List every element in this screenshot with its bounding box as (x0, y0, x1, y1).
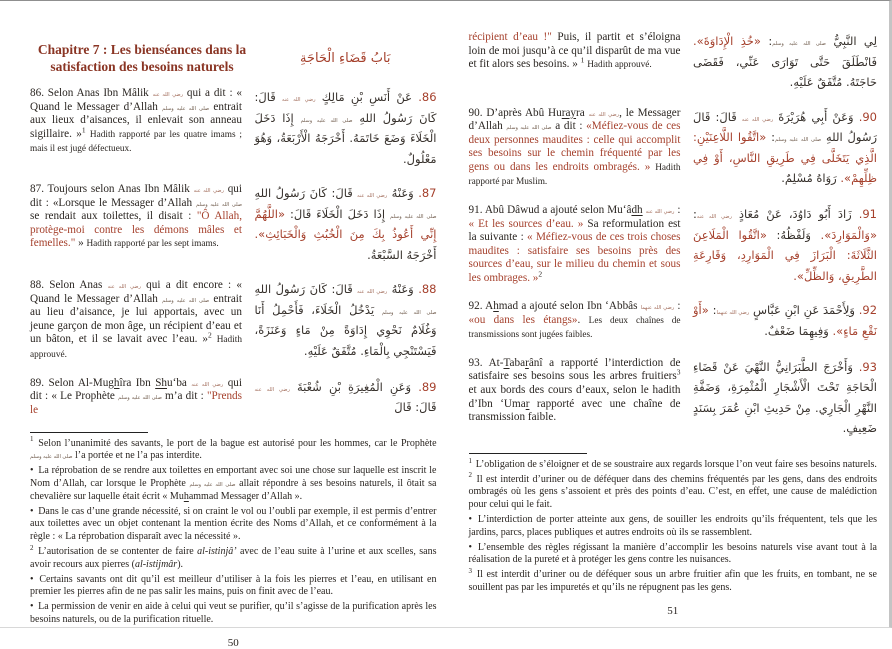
hadith-arabic-text (693, 300, 877, 341)
text-segment: avec de l’eau suite à l’urine et aux scelles, sans avoir recours aux pierres ( (30, 545, 437, 570)
text-segment: يَدْخُلُ الْخَلَاءَ، فَأَحْمِلُ أَنَا وَغُلَامٌ نَحْوِي إِدَاوَةً مِنْ مَاءٍ وَعَنَزَةً، فَيَسْتَنْجِي بِالْمَاءِ. مُتَّفَقٌ عَلَيْهِ. (254, 302, 437, 358)
footnote-item (30, 435, 437, 464)
text-segment: : (708, 303, 717, 318)
text-segment: L’obligation de s’éloigner et de se soustraire aux regards lorsque l’on veut faire ses besoins naturels. (475, 458, 877, 470)
footnote-rule (469, 453, 587, 454)
quote-text: «ou dans les étangs» (468, 313, 578, 326)
footnote-ref: 3 (676, 367, 681, 377)
footnote-marker: 3 (468, 566, 475, 575)
hadith-french-text (30, 87, 242, 157)
text-segment: Puis, il partit et s’éloigna loin de moi jusqu’à ce qu’il disparût de ma vue et fit alors ses besoins. » (468, 31, 681, 71)
hadith-item (469, 31, 878, 93)
text-segment: Certains savants ont dit qu’il est meilleur d’utiliser à la fois les pierres et l’eau, en utilisant en premier les pierres afin de ne pas salir les mains, puis on finit avec de l’eau. (30, 573, 437, 598)
chapter-header (30, 41, 437, 75)
hadith-number: 93. (858, 359, 877, 374)
hadith-item (30, 279, 437, 363)
text-segment: أَخْرَجَهُ السَّبْعَةُ. (367, 247, 437, 262)
quote-text: «اللَّهُمَّ إِنِّي أَعُوذُ بِكَ مِنَ الْخُبُثِ وَالْخَبَائِثِ». (254, 206, 437, 241)
hadith-item (469, 204, 878, 286)
saws-mark-icon: صلى الله عليه وسلم (381, 309, 437, 316)
companion-mark-icon: رضي الله عنه (107, 284, 141, 290)
companion-mark-icon: رضي الله عنهما (640, 305, 675, 312)
text-segment: وَعَنْ أَبِي هُرَيْرَةَ (773, 109, 859, 124)
hadith-source-text: Hadith rapporté par les quatre imams ; mais il est jugé défectueux. (30, 129, 242, 155)
text-segment: gh (108, 376, 120, 389)
hadith-arabic-text (693, 107, 877, 189)
chapter-title: Chapitre 7 : Les bienséances dans la satisfaction des besoins naturels (37, 42, 247, 74)
quote-text: «أَوْ نَقْعِ مَاءٍ». (693, 303, 877, 338)
text-segment: قَالَ: كَانَ رَسُولُ اللهِ (254, 90, 437, 125)
text-segment: et aux bords des cours d’eaux, selon le hadith d’Ibn ‘Uma (468, 384, 681, 410)
hadith-french-text (469, 357, 681, 425)
hadith-number: 88. (418, 282, 437, 296)
footnote-ref: 1 (81, 125, 86, 135)
text-segment: , le Messager d’Allah (468, 106, 681, 133)
hadith-arabic-text (255, 87, 437, 169)
text-segment: La réprobation de se rendre aux toilettes en emportant avec soi une chose sur laquelle est inscrit le Nom d’Allah, car lorsque le Prophète (30, 465, 437, 489)
footnote-list (468, 456, 878, 595)
text-segment: entrait au lieu d’aisance, je lui apportais, avec un jeune garçon de mon âge, un récipient d’eau et un bâton, et il se lavait avec l’eau. » (30, 292, 242, 346)
saws-mark-icon: صلى الله عليه وسلم (162, 105, 210, 112)
companion-mark-icon: رضي الله عنه (645, 209, 675, 216)
text-segment: r (525, 356, 529, 369)
hadith-french-text (469, 204, 681, 286)
footnote-list (30, 435, 437, 627)
footnote-ref: 1 (580, 55, 585, 65)
companion-mark-icon: رضي الله عنه (357, 193, 388, 199)
hadith-number: 87. (418, 186, 437, 200)
saws-mark-icon: صلى الله عليه وسلم (772, 41, 826, 47)
hadith-source-text: Hadith rapporté par Muslim. (468, 162, 681, 188)
companion-mark-icon: رضي الله عنه (588, 111, 620, 118)
text-segment: وَعَنِ الْمُغِيرَةِ بْنِ شُعْبَةَ (289, 379, 419, 394)
page-51 (445, 1, 890, 627)
quote-text: "Prends le (30, 390, 243, 416)
text-segment: إِذَا دَخَلَ الْخَلَاءَ وَضَعَ خَاتَمَهُ. أَخْرَجَهُ الْأَرْبَعَةُ، وَهُوَ مَعْلُولٌ. (254, 110, 437, 166)
companion-mark-icon: رضي الله عنه (741, 116, 774, 123)
quote-text: « Méfiez-vous de ces trois choses maudites : satisfaire ses besoins près des sources d’eau, sur le milieu du chemin et sous les ombrages. » (468, 231, 681, 285)
text-segment: qui dit : «Lorsque le Messager d’Allah (30, 183, 242, 209)
hadith-source-text: Hadith rapporté par les sept imams. (86, 239, 219, 250)
text-segment: قَالَ: كَانَ رَسُولُ اللهِ (254, 282, 358, 296)
footnote-rule (30, 432, 148, 433)
text-segment: وَأَخْرَجَ الطَّبَرَانِيُّ النَّهْيَ عَنْ قَضَاءِ الْحَاجَةِ تَحْتَ الْأَشْجَارِ الْمُثْمِرَةِ، وَضَفَّةِ النَّهْرِ الْجَارِي. مِنْ حَدِيثِ ابْنِ عُمَرَ بِسَنَدٍ ضَعِيفٍ. (693, 359, 877, 436)
text-segment: وَفِيهِمَا ضَعْفٌ. (764, 323, 833, 338)
footnotes-section (30, 432, 437, 629)
text-segment: وَعَنْهُ (387, 282, 419, 296)
text-segment: qui a dit : « Quand le Messager d’Allah (30, 87, 242, 113)
bullet-icon: • (30, 465, 37, 477)
hadith-arabic-text (693, 357, 877, 439)
text-segment: La permission de venir en aide à celui qui veut se purifier, qu’il s’agisse de la purification après les besoins naturels, ou de la purification rituelle. (30, 601, 437, 625)
companion-mark-icon: رضي الله عنه (152, 92, 184, 98)
text-segment: îra Ibn (119, 376, 156, 389)
text-segment: فَانْطَلَقَ حَتَّى تَوَارَى عَنِّي، فَقَضَى حَاجَتَهُ. مُتَّفَقٌ عَلَيْهِ. (693, 54, 877, 89)
text-segment: L’interdiction de porter atteinte aux gens, de souiller les endroits qu’ils fréquentent, tels que les jardins, parcs, places publiques et autres endroits où ils se rassemblent. (468, 514, 877, 538)
hadith-french-text (30, 377, 242, 418)
text-segment: . (577, 313, 589, 326)
hadith-arabic-text (693, 204, 877, 286)
hadith-number: 92. (858, 303, 878, 318)
text-segment: وَعَنْهُ (387, 186, 419, 200)
text-segment: allait répondre à ses besoins naturels, il ôtait sa chevalière sur laquelle était écrit « Mu (30, 477, 437, 502)
footnotes-section (469, 453, 878, 597)
text-segment: : (760, 34, 773, 48)
hadith-item (469, 357, 878, 439)
footnote-item (30, 574, 437, 600)
companion-mark-icon: رضي الله عنه (281, 97, 316, 103)
quote-text: «خُذِ الْإِدَاوَةَ». (693, 34, 761, 48)
text-segment: al-istijmâr (134, 558, 178, 570)
footnote-item (30, 543, 437, 572)
text-segment: 88. Selon Anas (30, 279, 108, 291)
footnote-item (30, 506, 437, 544)
hadith-arabic-text (693, 31, 877, 93)
quote-text: "Ô Allah, protège-moi contre les démons mâles et femelles." (30, 210, 242, 250)
text-segment: al-istinjâ’ (197, 545, 237, 557)
text-segment: L’ensemble des règles régissant la manière d’accomplir les besoins naturels vise avant tout à la réalisation de la pureté et à protéger les gens contre les nuisances. (468, 541, 877, 566)
saws-mark-icon: صلى الله عليه وسلم (196, 201, 243, 208)
hadith-source-text: Hadith approuvé. (587, 60, 652, 71)
text-segment: entrait aux lieux d’aisances, il enlevait son anneau sigillaire. » (30, 100, 242, 140)
text-segment: 91. Abû Dâwud a ajouté selon Mu‘â (468, 204, 632, 217)
hadith-french-text (30, 183, 242, 252)
footnote-item (468, 566, 878, 595)
text-segment: dh (631, 204, 643, 217)
quote-text: «اتَّقُوا الْمَلَاعِنَ الثَّلَاثَةَ: الْبَرَازَ فِي الْمَوَارِدِ، وَقَارِعَةِ الطَّرِيقِ، وَالظِّلِّ». (693, 227, 877, 283)
footnote-marker: 2 (468, 471, 475, 480)
text-segment: ray (561, 106, 577, 119)
saws-mark-icon: صلى الله عليه وسلم (30, 454, 73, 461)
text-segment: ). (177, 558, 184, 570)
text-segment: إِذَا دَخَلَ الْخَلَاءَ قَالَ: (285, 206, 391, 221)
text-segment: ânî a rapporté l’interdiction de satisfaire ses besoins sous les arbres fruitiers (468, 356, 681, 383)
text-segment: rapporté avec une chaîne de transmission faible. (468, 397, 681, 424)
quote-text: «اتَّقُوا اللَّاعِنَيْنِ: الَّذِي يَتَخَلَّى فِي طَرِيقِ النَّاسِ، أَوْ فِي ظِلِّهِمْ». (693, 130, 877, 185)
text-segment: Selon l’unanimité des savants, le port de la bague est autorisé pour les hommes, car le Prophète (38, 437, 437, 449)
text-segment: L’autorisation de se contenter de faire (38, 545, 198, 557)
quote-text: « Et les sources d’eau. » (468, 217, 584, 230)
text-segment: وَلَفْظُهُ: (766, 227, 821, 242)
text-segment: mad a ajouté selon Ibn ‘Abbâs (498, 300, 641, 313)
bullet-icon: • (30, 573, 38, 585)
companion-mark-icon: رضي الله عنه (357, 289, 388, 295)
companion-mark-icon: رضي الله عنه (696, 214, 732, 221)
hadith-list (469, 31, 878, 453)
hadith-item (469, 107, 878, 191)
footnote-item (468, 471, 878, 512)
text-segment: ammad Messager d’Allah ». (188, 490, 303, 502)
hadith-item (30, 377, 437, 418)
footnote-item (30, 601, 437, 627)
hadith-arabic-text (255, 377, 437, 418)
text-segment: qui dit : « Le Prophète (30, 376, 243, 403)
text-segment: 86. Selon Anas Ibn Mâlik (30, 87, 153, 99)
text-segment: 87. Toujours selon Anas Ibn Mâlik (30, 183, 194, 195)
quote-text: «وَالْمَوَارِدَ». (820, 227, 877, 242)
text-segment: قَالَ: قَالَ رَسُولُ اللهِ (693, 109, 878, 144)
hadith-number: 91. (858, 207, 877, 222)
hadith-source-text: Hadith approuvé. (30, 335, 242, 360)
hadith-number: 86. (418, 90, 437, 104)
text-segment: m’a dit : (161, 390, 207, 403)
text-segment: 92. A (468, 300, 494, 313)
text-segment: a dit : (551, 120, 587, 133)
text-segment: u‘ba (167, 376, 192, 389)
hadith-list (30, 87, 437, 432)
text-segment: لِي النَّبِيُّ (825, 34, 878, 48)
hadith-item (30, 183, 437, 265)
text-segment: : (674, 204, 681, 217)
text-segment: T (503, 356, 510, 369)
hadith-item (469, 300, 878, 343)
chapter-title-arabic: بَابُ قَضَاءِ الْحَاجَةِ (299, 50, 391, 66)
bullet-icon: • (468, 514, 476, 526)
text-segment: : (693, 207, 697, 222)
hadith-french-text (469, 31, 681, 73)
text-segment: qui a dit encore : « Quand le Messager d’Allah (30, 279, 243, 305)
text-segment: aba (509, 356, 526, 369)
quote-text: «Méfiez-vous de ces deux personnes maudites : celle qui accomplit ses besoins sur le chemin fréquenté par les gens ou dans les endroits ombragés. » (468, 120, 681, 173)
text-segment: 89. Selon Al-Mu (30, 376, 109, 389)
text-segment: ra (576, 106, 589, 119)
footnote-marker: 1 (30, 435, 37, 444)
hadith-number: 90. (858, 109, 877, 124)
text-segment: r (525, 397, 530, 410)
text-segment: : (674, 300, 681, 313)
text-segment: h (493, 300, 499, 313)
page-50 (0, 1, 445, 649)
footnote-ref: 2 (208, 330, 212, 340)
hadith-number: 89. (418, 379, 437, 394)
companion-mark-icon: رضي الله عنه (193, 188, 224, 194)
hadith-source-text: Les deux chaînes de transmissions sont jugées faibles. (468, 315, 681, 341)
footnote-marker: 2 (30, 543, 37, 552)
footnote-item (468, 456, 878, 472)
text-segment: عَنْ أَنَسِ بْنِ مَالِكٍ (315, 90, 419, 104)
text-segment: Dans le cas d’une grande nécessité, si on craint le vol ou l’oubli par exemple, il est permis d’entrer aux toilettes avec un objet contenant la mention écrite des Noms d’Allah, et ce conformément à la règle : « La réprobation disparaît avec la nécessité ». (30, 505, 437, 543)
text-segment: وَلِأَحْمَدَ عَنِ ابْنِ عَبَّاسٍ (749, 303, 859, 318)
text-segment: زَادَ أَبُو دَاوُدَ، عَنْ مُعَاذٍ (731, 207, 859, 222)
quote-text: récipient d’eau !" (468, 31, 552, 43)
hadith-french-text (469, 300, 681, 343)
footnote-item (469, 514, 878, 540)
saws-mark-icon: صلى الله عليه وسلم (162, 297, 210, 304)
text-segment: » (75, 237, 87, 250)
saws-mark-icon: صلى الله عليه وسلم (118, 395, 162, 402)
bullet-icon: • (30, 505, 37, 517)
hadith-arabic-text (255, 279, 437, 361)
companion-mark-icon: رضي الله عنهما (716, 310, 750, 317)
bullet-icon: • (30, 601, 37, 613)
bullet-icon: • (468, 541, 476, 553)
text-segment: Il est interdit d’uriner ou de déféquer sous un arbre fruitier afin que les fruits, en tombant, ne se souillent pas par les impuretés et qu’ils ne répugnent pas les gens. (468, 569, 877, 594)
saws-mark-icon: صلى الله عليه وسلم (506, 125, 552, 132)
page-number: 51 (667, 604, 679, 617)
saws-mark-icon: صلى الله عليه وسلم (390, 213, 437, 220)
text-segment: se rendait aux toilettes, il disait : (30, 210, 197, 223)
saws-mark-icon: صلى الله عليه وسلم (189, 481, 236, 488)
companion-mark-icon: رضي الله عنه (254, 386, 290, 393)
page-number: 50 (227, 636, 239, 649)
hadith-french-text (469, 107, 681, 191)
text-segment: رَوَاهُ مُسْلِمٌ. (781, 171, 841, 185)
text-segment: l’a portée et ne l’a pas interdite. (72, 450, 202, 462)
saws-mark-icon: صلى الله عليه وسلم (775, 137, 822, 143)
text-segment: قَالَ: كَانَ رَسُولُ اللهِ (254, 186, 358, 200)
footnote-item (30, 465, 437, 503)
hadith-arabic-text (255, 183, 437, 265)
hadith-french-text (30, 279, 242, 363)
saws-mark-icon: صلى الله عليه وسلم (300, 117, 353, 124)
footnote-marker: 1 (468, 456, 474, 465)
text-segment: h (183, 490, 189, 502)
footnote-ref: 2 (538, 269, 543, 279)
text-segment: Sa reformulation est la suivante : (468, 217, 681, 244)
companion-mark-icon: رضي الله عنه (191, 381, 224, 388)
footnote-item (469, 542, 878, 568)
hadith-item (30, 87, 437, 169)
text-segment: : (766, 130, 775, 144)
text-segment: قَالَ: قَالَ (394, 400, 437, 415)
text-segment: Il est interdit d’uriner ou de déféquer dans des chemins fréquentés par les gens, dans des endroits ombragés où les gens s’assoient et près des points d’eau. C’est, en effet, une cause de malédiction pour celui qui le fait. (468, 473, 878, 511)
text-segment: 93. At- (468, 356, 504, 369)
text-segment: 90. D’après Abû Hu (468, 106, 562, 119)
text-segment: Sh (155, 376, 168, 389)
